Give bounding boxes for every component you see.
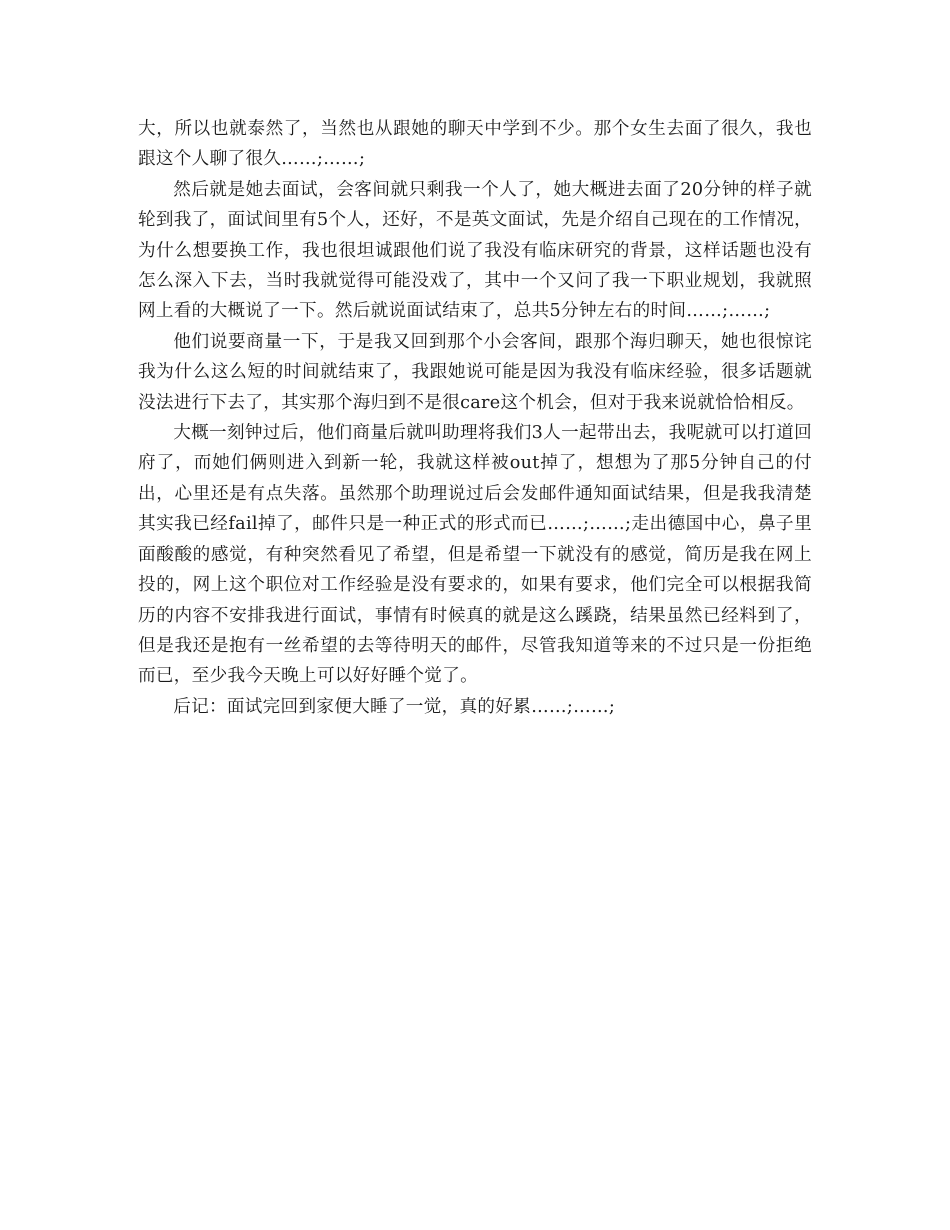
paragraph-continued: 大，所以也就泰然了，当然也从跟她的聊天中学到不少。那个女生去面了很久，我也跟这个人聊了很久……;……;	[138, 119, 812, 170]
paragraph: 然后就是她去面试，会客间就只剩我一个人了，她大概进去面了20分钟的样子就轮到我了，面试间里有5个人，还好，不是英文面试，先是介绍自己现在的工作情况，为什么想要换工作，我也很坦诚跟他们说了我没有临床研究的背景，这样话题也没有怎么深入下去，当时我就觉得可能没戏了，其中一个又问了我一下职业规划，我就照网上看的大概说了一下。然后就说面试结束了，总共5分钟左右的时间……;……;	[138, 179, 812, 322]
paragraph-postscript: 后记：面试完回到家便大睡了一觉，真的好累……;……;	[173, 696, 616, 717]
paragraph: 大概一刻钟过后，他们商量后就叫助理将我们3人一起带出去，我呢就可以打道回府了，而她们俩则进入到新一轮，我就这样被out掉了，想想为了那5分钟自己的付出，心里还是有点失落。虽然那个助理说过后会发邮件通知面试结果，但是我我清楚其实我已经fail掉了，邮件只是一种正式的形式而已……;……;走出德国中心，鼻子里面酸酸的感觉，有种突然看见了希望，但是希望一下就没有的感觉，简历是我在网上投的，网上这个职位对工作经验是没有要求的，如果有要求，他们完全可以根据我简历的内容不安排我进行面试，事情有时候真的就是这么蹊跷，结果虽然已经料到了，但是我还是抱有一丝希望的去等待明天的邮件，尽管我知道等来的不过只是一份拒绝而已，至少我今天晚上可以好好睡个觉了。	[138, 423, 812, 687]
document-body	[138, 114, 812, 722]
paragraph: 他们说要商量一下，于是我又回到那个小会客间，跟那个海归聊天，她也很惊诧我为什么这么短的时间就结束了，我跟她说可能是因为我没有临床经验，很多话题就没法进行下去了，其实那个海归到不是很care这个机会，但对于我来说就恰恰相反。	[138, 331, 812, 413]
